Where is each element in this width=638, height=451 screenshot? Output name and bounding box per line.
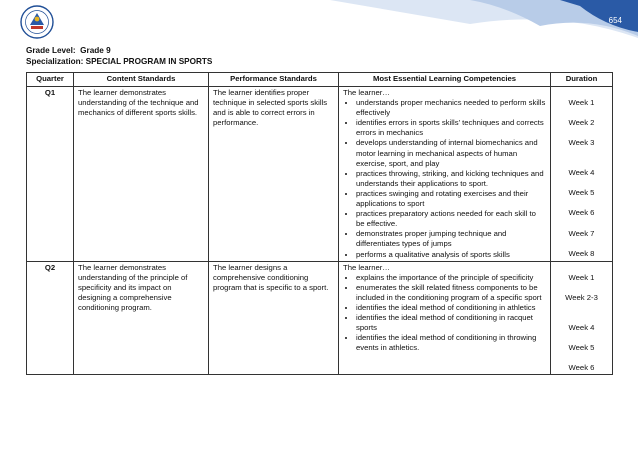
competencies-intro: The learner… [343,88,390,97]
curriculum-table [26,72,613,375]
quarter-cell: Q1 [27,87,74,262]
duration-cell [551,261,613,374]
page-number: 654 [608,16,622,25]
week-label: Week 4 [568,322,595,332]
week-label: Week 6 [568,362,595,372]
week-label: Week 4 [568,168,595,178]
quarter-cell: Q2 [27,261,74,374]
list-item: • practices throwing, striking, and kicking techniques and understands their applications to sport. [356,169,546,189]
col-quarter: Quarter [27,73,74,87]
performance-standard-cell: The learner identifies proper technique in selected sports skills and is able to correct errors in performance. [209,87,339,262]
table-row [27,261,613,374]
col-performance-standards: Performance Standards [209,73,339,87]
week-label: Week 5 [568,342,595,352]
competencies-intro: The learner… [343,262,390,272]
week-label: Week 3 [568,138,595,148]
week-label: Week 1 [568,98,595,107]
week-label: Week 8 [568,248,595,258]
specialization-line: Specialization: SPECIAL PROGRAM IN SPORTS [26,57,213,66]
week-label: Week 7 [568,228,595,238]
competencies-cell [339,87,551,262]
list-item: • identifies the ideal method of conditioning in throwing events in athletics. [356,333,546,353]
col-competencies: Most Essential Learning Competencies [339,73,551,87]
competencies-cell [339,261,551,374]
performance-standard-cell: The learner designs a comprehensive conditioning program that is specific to a sport. [209,261,339,374]
list-item: • understands proper mechanics needed to perform skills effectively [356,98,546,118]
list-item: • develops understanding of internal biomechanics and motor learning in mechanical aspects of human exercise, sport, and play [356,138,546,168]
table-row [27,87,613,262]
week-label: Week 1 [568,272,595,282]
list-item: • practices preparatory actions needed for each skill to be effective. [356,209,546,229]
content-standard-cell: The learner demonstrates understanding of the principle of specificity and its impact on designing a comprehensive conditioning program. [74,261,209,374]
week-label: Week 5 [568,188,595,198]
grade-level-line: Grade Level: Grade 9 [26,46,111,55]
content-standard-cell: The learner demonstrates understanding of the technique and mechanics of different sports skills. [74,87,209,262]
list-item: • identifies the ideal method of conditioning in athletics [356,303,546,313]
week-label: Week 2 [568,118,595,128]
specialization-value: SPECIAL PROGRAM IN SPORTS [85,57,213,66]
table-header-row [27,73,613,87]
week-label: Week 2-3 [565,292,598,302]
list-item: • performs a qualitative analysis of sports skills [356,250,546,260]
list-item: • identifies the ideal method of conditioning in racquet sports [356,313,546,333]
week-label: Week 6 [568,208,595,218]
list-item: • identifies errors in sports skills’ techniques and corrects errors in mechanics [356,118,546,138]
col-content-standards: Content Standards [74,73,209,87]
header-band [0,0,638,44]
list-item: • practices swinging and rotating exercises and their applications to sport [356,189,546,209]
col-duration: Duration [551,73,613,87]
document-meta [26,45,212,67]
list-item: • demonstrates proper jumping technique and differentiates types of jumps [356,229,546,249]
duration-cell [551,87,613,262]
list-item: • explains the importance of the principle of specificity [356,273,546,283]
list-item: • enumerates the skill related fitness components to be included in the conditioning program of a specific sport [356,283,546,303]
grade-level-value: Grade 9 [80,46,111,55]
deped-seal-icon [20,5,54,39]
